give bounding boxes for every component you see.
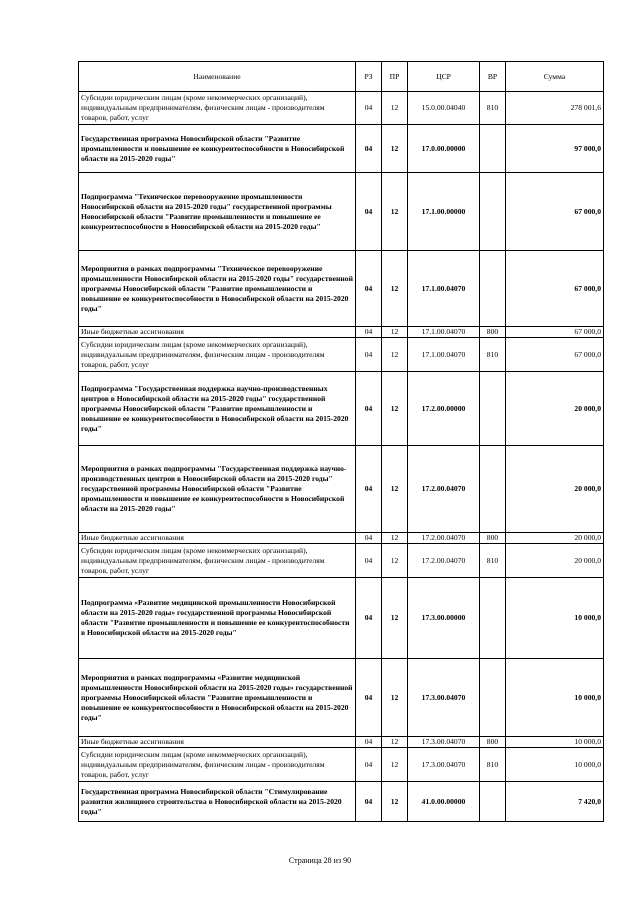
row-sum: 67 000,0 xyxy=(506,173,604,251)
row-vr: 810 xyxy=(480,92,506,125)
row-csr: 17.1.00.00000 xyxy=(408,173,480,251)
row-csr: 17.2.00.00000 xyxy=(408,372,480,446)
row-pr: 12 xyxy=(382,782,408,822)
row-vr: 810 xyxy=(480,544,506,578)
header-rz: РЗ xyxy=(356,62,382,92)
row-sum: 20 000,0 xyxy=(506,446,604,533)
row-rz: 04 xyxy=(356,446,382,533)
row-pr: 12 xyxy=(382,578,408,659)
row-pr: 12 xyxy=(382,173,408,251)
table-row xyxy=(79,372,604,446)
table-row xyxy=(79,748,604,782)
table-row xyxy=(79,338,604,372)
row-pr: 12 xyxy=(382,659,408,737)
row-sum: 20 000,0 xyxy=(506,544,604,578)
row-csr: 17.3.00.00000 xyxy=(408,578,480,659)
row-vr xyxy=(480,125,506,173)
table-row xyxy=(79,446,604,533)
header-csr: ЦСР xyxy=(408,62,480,92)
row-pr: 12 xyxy=(382,737,408,748)
row-sum: 97 000,0 xyxy=(506,125,604,173)
row-sum: 10 000,0 xyxy=(506,659,604,737)
row-rz: 04 xyxy=(356,251,382,327)
header-row xyxy=(79,62,604,92)
table-row xyxy=(79,92,604,125)
row-name: Подпрограмма "Государственная поддержка научно-производственных центров в Новосибирской области на 2015-2020 годы" государственной программы Новосибирской области "Развитие промышленности и повышение ее конкурентоспособности в Новосибирской области на 2015-2020 годы" xyxy=(79,372,356,446)
row-pr: 12 xyxy=(382,544,408,578)
row-sum: 7 420,0 xyxy=(506,782,604,822)
row-vr xyxy=(480,173,506,251)
row-vr: 810 xyxy=(480,748,506,782)
row-name: Мероприятия в рамках подпрограммы «Развитие медицинской промышленности Новосибирской области на 2015-2020 годы» государственной программы Новосибирской области "Развитие промышленности и повышение ее конкурентоспособности в Новосибирской области на 2015-2020 годы" xyxy=(79,659,356,737)
page-number: Страница 28 из 90 xyxy=(288,856,352,865)
row-pr: 12 xyxy=(382,372,408,446)
row-vr: 800 xyxy=(480,533,506,544)
row-rz: 04 xyxy=(356,737,382,748)
row-rz: 04 xyxy=(356,173,382,251)
table-row xyxy=(79,251,604,327)
row-pr: 12 xyxy=(382,327,408,338)
row-rz: 04 xyxy=(356,544,382,578)
row-name: Иные бюджетные ассигнования xyxy=(79,327,356,338)
row-name: Субсидии юридическим лицам (кроме некоммерческих организаций), индивидуальным предпринимателям, физическим лицам - производителям товаров, работ, услуг xyxy=(79,92,356,125)
row-name: Подпрограмма "Техническое перевооружение промышленности Новосибирской области на 2015-2020 годы" государственной программы Новосибирской области "Развитие промышленности и повышение ее конкурентоспособности в Новосибирской области на 2015-2020 годы" xyxy=(79,173,356,251)
row-name: Субсидии юридическим лицам (кроме некоммерческих организаций), индивидуальным предпринимателям, физическим лицам - производителям товаров, работ, услуг xyxy=(79,544,356,578)
row-name: Иные бюджетные ассигнования xyxy=(79,737,356,748)
row-rz: 04 xyxy=(356,338,382,372)
header-pr: ПР xyxy=(382,62,408,92)
row-rz: 04 xyxy=(356,92,382,125)
row-sum: 20 000,0 xyxy=(506,533,604,544)
row-csr: 41.0.00.00000 xyxy=(408,782,480,822)
row-rz: 04 xyxy=(356,659,382,737)
row-pr: 12 xyxy=(382,446,408,533)
header-vr: ВР xyxy=(480,62,506,92)
table-row xyxy=(79,327,604,338)
table-row xyxy=(79,533,604,544)
row-sum: 67 000,0 xyxy=(506,327,604,338)
row-csr: 15.0.00.04040 xyxy=(408,92,480,125)
row-csr: 17.2.00.04070 xyxy=(408,446,480,533)
row-sum: 278 001,6 xyxy=(506,92,604,125)
table-body xyxy=(79,92,604,822)
row-vr xyxy=(480,372,506,446)
row-vr xyxy=(480,782,506,822)
table-row xyxy=(79,737,604,748)
row-sum: 10 000,0 xyxy=(506,737,604,748)
row-rz: 04 xyxy=(356,372,382,446)
row-vr: 810 xyxy=(480,338,506,372)
table-row xyxy=(79,659,604,737)
row-vr xyxy=(480,446,506,533)
table-row xyxy=(79,782,604,822)
row-vr: 800 xyxy=(480,737,506,748)
row-sum: 67 000,0 xyxy=(506,338,604,372)
row-vr: 800 xyxy=(480,327,506,338)
table-row xyxy=(79,578,604,659)
row-name: Субсидии юридическим лицам (кроме некоммерческих организаций), индивидуальным предпринимателям, физическим лицам - производителям товаров, работ, услуг xyxy=(79,338,356,372)
row-name: Мероприятия в рамках подпрограммы "Техническое перевооружение промышленности Новосибирской области на 2015-2020 годы" государственной программы Новосибирской области "Развитие промышленности и повышение ее конкурентоспособности в Новосибирской области на 2015-2020 годы" xyxy=(79,251,356,327)
row-sum: 10 000,0 xyxy=(506,748,604,782)
row-csr: 17.0.00.00000 xyxy=(408,125,480,173)
row-name: Иные бюджетные ассигнования xyxy=(79,533,356,544)
row-pr: 12 xyxy=(382,338,408,372)
table-row xyxy=(79,544,604,578)
row-rz: 04 xyxy=(356,125,382,173)
row-rz: 04 xyxy=(356,782,382,822)
row-rz: 04 xyxy=(356,578,382,659)
row-sum: 10 000,0 xyxy=(506,578,604,659)
row-name: Мероприятия в рамках подпрограммы "Государственная поддержка научно-производственных центров в Новосибирской области на 2015-2020 годы" государственной программы Новосибирской области "Развитие промышленности и повышение ее конкурентоспособности в Новосибирской области на 2015-2020 годы" xyxy=(79,446,356,533)
row-csr: 17.1.00.04070 xyxy=(408,327,480,338)
table-row xyxy=(79,125,604,173)
row-name: Государственная программа Новосибирской области "Стимулирование развития жилищного строительства в Новосибирской области на 2015-2020 годы" xyxy=(79,782,356,822)
row-rz: 04 xyxy=(356,533,382,544)
row-pr: 12 xyxy=(382,533,408,544)
row-csr: 17.3.00.04070 xyxy=(408,737,480,748)
row-csr: 17.3.00.04070 xyxy=(408,748,480,782)
row-csr: 17.3.00.04070 xyxy=(408,659,480,737)
row-vr xyxy=(480,578,506,659)
row-csr: 17.1.00.04070 xyxy=(408,251,480,327)
row-name: Подпрограмма «Развитие медицинской промышленности Новосибирской области на 2015-2020 годы» государственной программы Новосибирской области "Развитие промышленности и повышение ее конкурентоспособности в Новосибирской области на 2015-2020 годы" xyxy=(79,578,356,659)
row-rz: 04 xyxy=(356,748,382,782)
row-csr: 17.2.00.04070 xyxy=(408,544,480,578)
row-csr: 17.1.00.04070 xyxy=(408,338,480,372)
row-rz: 04 xyxy=(356,327,382,338)
row-vr xyxy=(480,659,506,737)
row-pr: 12 xyxy=(382,748,408,782)
row-vr xyxy=(480,251,506,327)
row-pr: 12 xyxy=(382,125,408,173)
row-csr: 17.2.00.04070 xyxy=(408,533,480,544)
header-name: Наименование xyxy=(79,62,356,92)
row-name: Государственная программа Новосибирской области "Развитие промышленности и повышение ее конкурентоспособности в Новосибирской области на 2015-2020 годы" xyxy=(79,125,356,173)
row-sum: 67 000,0 xyxy=(506,251,604,327)
row-pr: 12 xyxy=(382,251,408,327)
budget-table xyxy=(78,61,604,822)
row-sum: 20 000,0 xyxy=(506,372,604,446)
header-sum: Сумма xyxy=(506,62,604,92)
row-pr: 12 xyxy=(382,92,408,125)
row-name: Субсидии юридическим лицам (кроме некоммерческих организаций), индивидуальным предпринимателям, физическим лицам - производителям товаров, работ, услуг xyxy=(79,748,356,782)
table-row xyxy=(79,173,604,251)
